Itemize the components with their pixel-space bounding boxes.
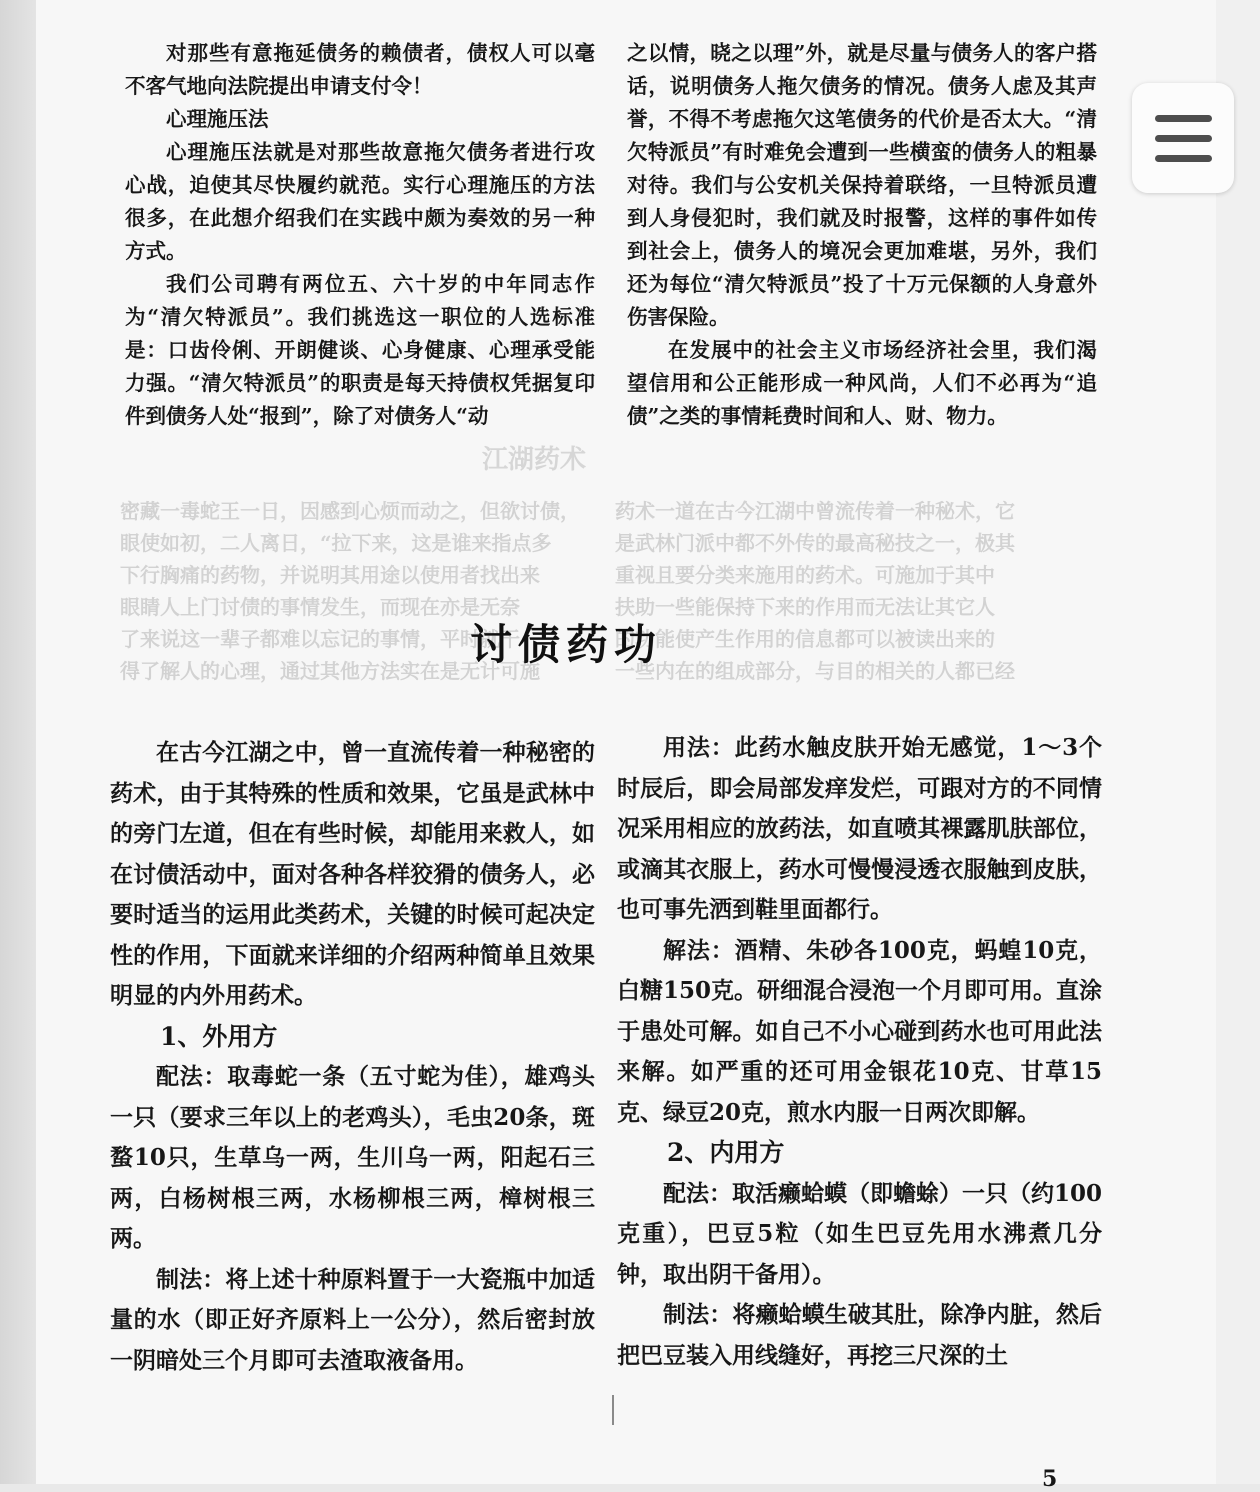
- paragraph: 对那些有意拖延债务的赖债者，债权人可以毫不客气地向法院提出申请支付令！: [125, 41, 595, 98]
- paragraph: 心理施压法: [166, 107, 269, 131]
- hamburger-menu-icon: [1155, 155, 1212, 162]
- bleed-line: 重视且要分类来施用的药术。可施加于其中: [615, 563, 995, 587]
- bleed-through-right: [615, 495, 1095, 725]
- paragraph: 制法：将癞蛤蟆生破其肚，除净内脏，然后把巴豆装入用线缝好，再挖三尺深的土: [617, 1301, 1102, 1369]
- bleed-line: 眼使如初，二人离日，“拉下来，这是谁来指点多: [120, 531, 552, 555]
- bleed-line: 得了解人的心理，通过其他方法实在是无计可施: [120, 659, 540, 683]
- bleed-line: 眼睛人上门讨债的事情发生，而现在亦是无奈: [120, 595, 520, 619]
- bleed-line: 的功能使产生作用的信息都可以被读出来的: [615, 627, 995, 651]
- top-right-column: [627, 37, 1097, 433]
- bleed-line: 扶助一些能保持下来的作用而无法让其它人: [615, 595, 995, 619]
- menu-button[interactable]: [1132, 83, 1234, 193]
- article-left-column: [110, 733, 595, 1381]
- section-heading: 1、外用方: [160, 1021, 278, 1051]
- article-title: 讨债药功: [469, 620, 662, 669]
- paragraph: 配法：取毒蛇一条（五寸蛇为佳），雄鸡头一只（要求三年以上的老鸡头），毛虫20条，斑蝥10只，生草乌一两，生川乌一两，阳起石三两，白杨树根三两，水杨柳根三两，樟树根三两。: [110, 1063, 595, 1252]
- bleed-line: 药术一道在古今江湖中曾流传着一种秘术，它: [615, 499, 1015, 523]
- hamburger-menu-icon: [1155, 115, 1212, 122]
- paragraph: 用法：此药水触皮肤开始无感觉，1～3个时辰后，即会局部发痒发烂，可跟对方的不同情况采用相应的放药法，如直喷其裸露肌肤部位，或滴其衣服上，药水可慢慢浸透衣服触到皮肤，也可事先洒到鞋里面都行。: [617, 734, 1102, 923]
- page-edge-right: [1216, 0, 1260, 1484]
- paragraph: 心理施压法就是对那些故意拖欠债务者进行攻心战，迫使其尽快履约就范。实行心理施压的方法很多，在此想介绍我们在实践中颇为奏效的另一种方式。: [125, 140, 595, 263]
- hamburger-menu-icon: [1155, 135, 1212, 142]
- bleed-line: 密藏一毒蛇王一日，因感到心烦而动之，但欲讨债，: [120, 499, 580, 523]
- bleed-line: 是武林门派中都不外传的最高秘技之一，极其: [615, 531, 1015, 555]
- bleed-through-title: 江湖药术: [482, 445, 587, 475]
- paragraph: 解法：酒精、朱砂各100克，蚂蝗10克，白糖150克。研细混合浸泡一个月即可用。直涂于患处可解。如自己不小心碰到药水也可用此法来解。如严重的还可用金银花10克、甘草15克、绿豆20克，煎水内服一日两次即解。: [617, 936, 1103, 1126]
- column-divider: [612, 1395, 614, 1425]
- bleed-line: 了来说这一辈子都难以忘记的事情，平时就干: [120, 627, 520, 651]
- bleed-line: 下行胸痛的药物，并说明其用途以使用者找出来: [120, 563, 540, 587]
- top-left-column: [125, 37, 595, 433]
- page-number: 5: [1042, 1466, 1058, 1492]
- article-right-column: [617, 728, 1102, 1376]
- section-heading: 2、内用方: [667, 1138, 785, 1167]
- bleed-line: 一些内在的组成部分，与目的相关的人都已经: [615, 659, 1015, 683]
- bleed-through-left: [120, 495, 590, 725]
- paragraph: 我们公司聘有两位五、六十岁的中年同志作为“清欠特派员”。我们挑选这一职位的人选标准是：口齿伶俐、开朗健谈、心身健康、心理承受能力强。“清欠特派员”的职责是每天持债权凭据复印件到债务人处“报到”，除了对债务人“动: [125, 272, 595, 428]
- paragraph: 在古今江湖之中，曾一直流传着一种秘密的药术，由于其特殊的性质和效果，它虽是武林中的旁门左道，但在有些时候，却能用来救人，如在讨债活动中，面对各种各样狡猾的债务人，必要时适当的运用此类药术，关键的时候可起决定性的作用，下面就来详细的介绍两种简单且效果明显的内外用药术。: [110, 739, 595, 1009]
- paragraph: 在发展中的社会主义市场经济社会里，我们渴望信用和公正能形成一种风尚，人们不必再为“追债”之类的事情耗费时间和人、财、物力。: [627, 338, 1097, 428]
- page-edge-left: [0, 0, 36, 1484]
- paragraph: 制法：将上述十种原料置于一大瓷瓶中加适量的水（即正好齐原料上一公分），然后密封放一阴暗处三个月即可去渣取液备用。: [110, 1265, 595, 1374]
- paragraph: 之以情，晓之以理”外，就是尽量与债务人的客户搭话，说明债务人拖欠债务的情况。债务人虑及其声誉，不得不考虑拖欠这笔债务的代价是否太大。“清欠特派员”有时难免会遭到一些横蛮的债务人的粗暴对待。我们与公安机关保持着联络，一旦特派员遭到人身侵犯时，我们就及时报警，这样的事件如传到社会上，债务人的境况会更加难堪，另外，我们还为每位“清欠特派员”投了十万元保额的人身意外伤害保险。: [627, 41, 1097, 329]
- paragraph: 配法：取活癞蛤蟆（即蟾蜍）一只（约100克重），巴豆5粒（如生巴豆先用水沸煮几分钟，取出阴干备用）。: [617, 1179, 1103, 1288]
